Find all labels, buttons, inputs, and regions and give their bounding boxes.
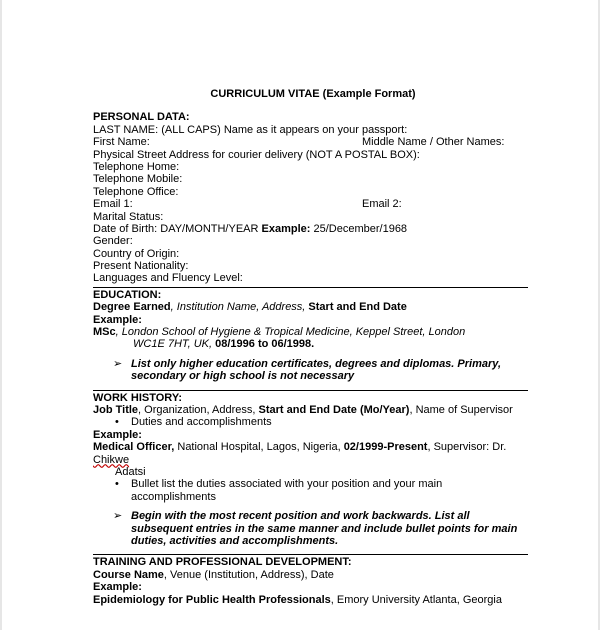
dob-label: Date of Birth: DAY/MONTH/YEAR <box>93 222 262 235</box>
arrow-bullet-icon: ➢ <box>113 510 123 523</box>
edu-format-dates: Start and End Date <box>308 301 407 314</box>
page-edge-left <box>0 0 2 630</box>
tel-office-line: Telephone Office: <box>93 185 179 198</box>
last-name-line: LAST NAME: (ALL CAPS) Name as it appears on your passport: <box>93 123 408 136</box>
tel-home-line: Telephone Home: <box>93 160 180 173</box>
cv-document <box>93 88 533 606</box>
work-example-title: Medical Officer, <box>93 441 175 454</box>
section-divider <box>93 287 528 288</box>
work-format-line <box>93 404 533 416</box>
bullet-icon: • <box>115 478 119 491</box>
training-format-course: Course Name <box>93 568 164 581</box>
education-heading: EDUCATION: <box>93 288 162 301</box>
education-example-line-2 <box>93 338 533 350</box>
marital-line: Marital Status: <box>93 210 164 223</box>
education-example-line-1 <box>93 326 533 338</box>
name-line <box>93 136 533 148</box>
bullet-icon: • <box>115 416 119 429</box>
edu-format-institution: , Institution Name, Address, <box>170 301 309 314</box>
country-line: Country of Origin: <box>93 247 180 260</box>
dob-example-value: 25/December/1968 <box>310 222 408 235</box>
arrow-bullet-icon: ➢ <box>113 357 123 370</box>
languages-line: Languages and Fluency Level: <box>93 272 243 285</box>
middle-name-label: Middle Name / Other Names: <box>362 136 505 149</box>
email2-label: Email 2: <box>362 198 402 211</box>
edu-example-postcode: WC1E 7HT, UK, <box>133 338 216 351</box>
work-example-label: Example: <box>93 428 142 441</box>
training-heading: TRAINING AND PROFESSIONAL DEVELOPMENT: <box>93 556 352 569</box>
section-divider <box>93 390 528 391</box>
dob-line <box>93 223 533 235</box>
education-example-label: Example: <box>93 313 142 326</box>
training-format-line <box>93 569 533 581</box>
training-example-label: Example: <box>93 581 142 594</box>
work-bullet-text: Duties and accomplishments <box>131 416 272 429</box>
work-note-text: Begin with the most recent position and work backwards. List all subsequent entries in the same manner and include bullet points for main duties, activities and accomplishments. <box>131 510 518 548</box>
dob-example-label: Example: <box>261 222 311 235</box>
nationality-line: Present Nationality: <box>93 260 189 273</box>
work-format-org: , Organization, Address, <box>138 404 259 417</box>
first-name-label: First Name: <box>93 136 150 149</box>
email1-label: Email 1: <box>93 198 133 211</box>
work-bullet-duties <box>93 416 511 428</box>
education-note-text: List only higher education certificates, degrees and diplomas. Primary, secondary or high school is not necessary <box>131 357 502 383</box>
work-bullet-example-text: Bullet list the duties associated with your position and your main accomplishments <box>131 478 443 503</box>
edu-example-dates: 08/1996 to 06/1998. <box>215 338 315 351</box>
education-format-line <box>93 301 533 313</box>
education-note <box>93 358 531 383</box>
training-example-course: Epidemiology for Public Health Professionals <box>93 593 331 606</box>
work-example-supervisor: , Supervisor: Dr. <box>427 441 507 454</box>
work-example-org: National Hospital, Lagos, Nigeria, <box>174 441 344 454</box>
training-example-venue: , Emory University Atlanta, Georgia <box>330 593 502 606</box>
personal-heading: PERSONAL DATA: <box>93 111 190 124</box>
work-note <box>93 510 531 547</box>
work-example-dates: 02/1999-Present <box>343 441 428 454</box>
tel-mobile-line: Telephone Mobile: <box>93 173 183 186</box>
work-heading: WORK HISTORY: <box>93 391 183 404</box>
edu-example-school: , London School of Hygiene & Tropical Medicine, Keppel Street, London <box>115 326 466 339</box>
work-bullet-example <box>93 478 511 503</box>
training-example-line <box>93 594 533 606</box>
supervisor-name-misspelled: Chikwe <box>93 453 130 466</box>
document-title: CURRICULUM VITAE (Example Format) <box>210 88 416 100</box>
work-supervisor-name-2: Adatsi <box>115 466 146 478</box>
email-line <box>93 198 533 210</box>
gender-line: Gender: <box>93 235 133 248</box>
work-format-title: Job Title <box>93 404 139 417</box>
section-divider <box>93 554 528 555</box>
training-format-venue: , Venue (Institution, Address), Date <box>163 568 334 581</box>
edu-format-degree: Degree Earned <box>93 301 171 314</box>
work-example-line <box>93 441 533 453</box>
work-format-supervisor: , Name of Supervisor <box>409 404 513 417</box>
work-format-dates: Start and End Date (Mo/Year) <box>258 404 410 417</box>
address-line: Physical Street Address for courier delivery (NOT A POSTAL BOX): <box>93 148 420 161</box>
edu-example-degree: MSc <box>93 326 116 339</box>
work-supervisor-name-1 <box>93 454 533 466</box>
